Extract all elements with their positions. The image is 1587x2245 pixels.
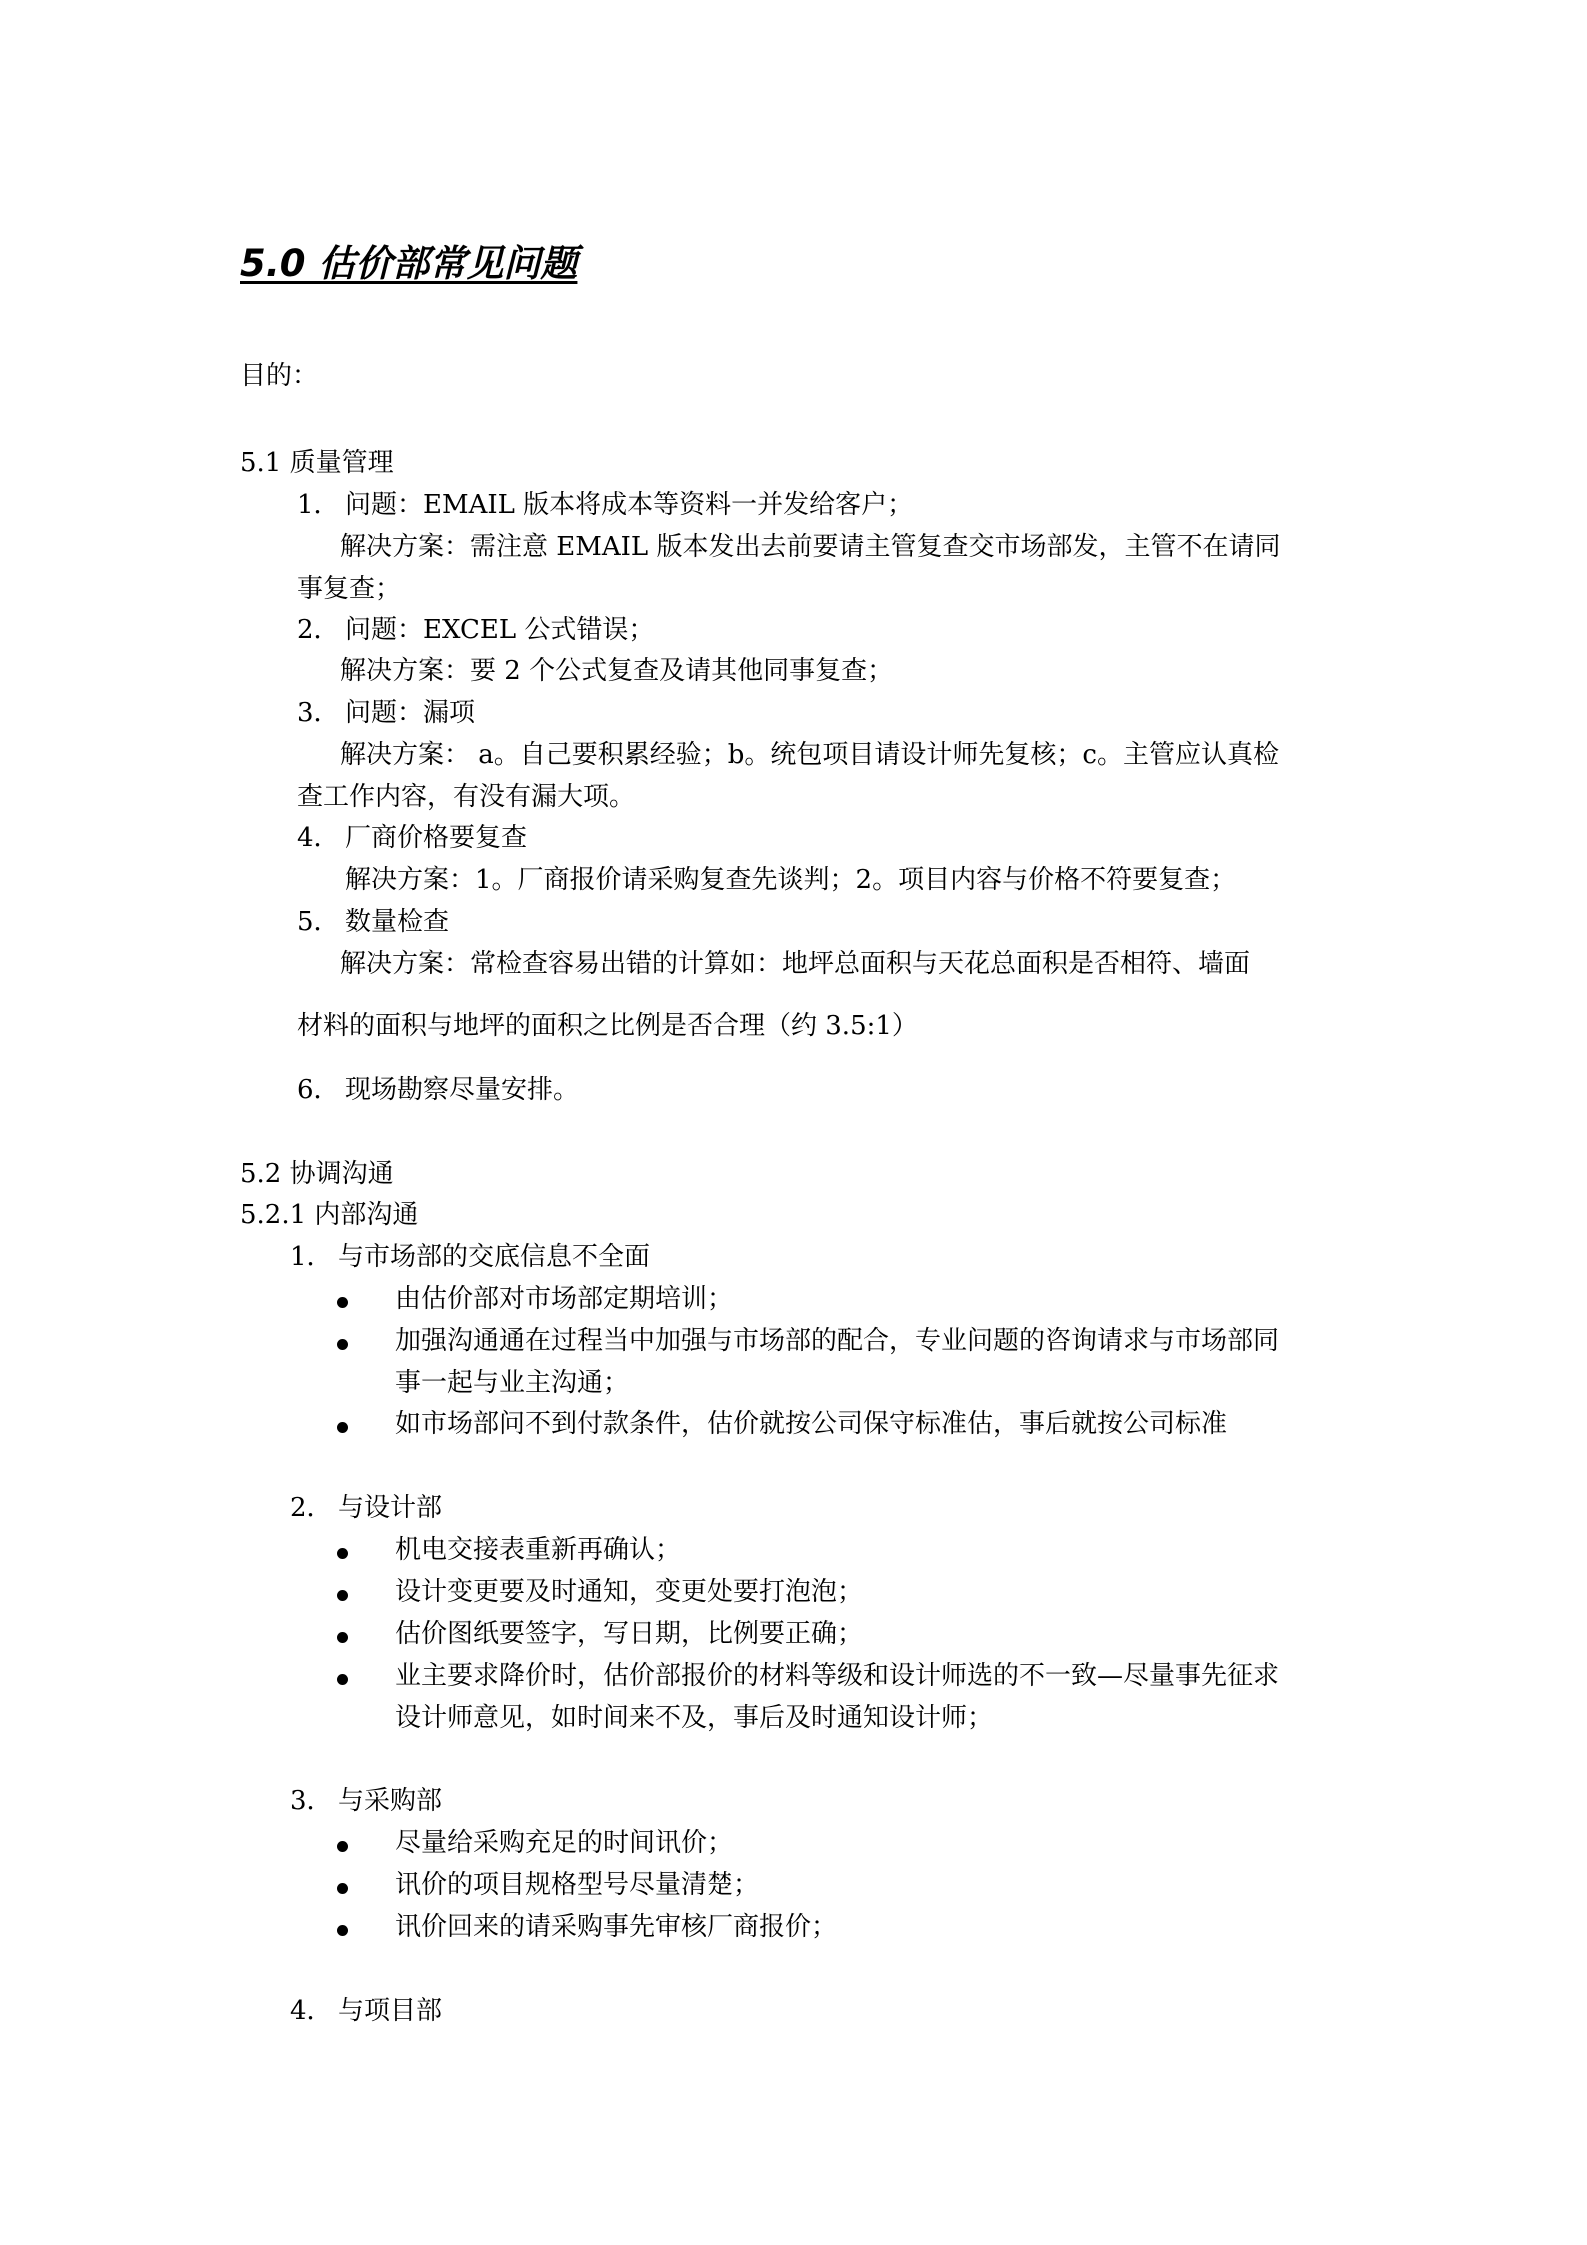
- subsection-heading-5-2-1: 5.2.1 内部沟通: [240, 1200, 419, 1230]
- bullet-dot: [337, 1548, 348, 1559]
- bullet-text: 设计变更要及时通知，变更处要打泡泡；: [395, 1577, 864, 1607]
- item-number: 1．: [297, 490, 340, 520]
- item-question: 数量检查: [345, 907, 450, 937]
- bullet-text: 如市场部问不到付款条件，估价就按公司保守标准估，事后就按公司标准: [395, 1409, 1228, 1439]
- item-number: 4．: [297, 823, 340, 853]
- bullet-dot: [337, 1632, 348, 1643]
- page-title: 5.0 估价部常见问题: [240, 242, 578, 285]
- bullet-text: 由估价部对市场部定期培训；: [395, 1284, 734, 1314]
- bullet-dot: [337, 1339, 348, 1350]
- group-title: 与项目部: [338, 1996, 443, 2026]
- group-title: 与市场部的交底信息不全面: [338, 1242, 651, 1272]
- group-title: 与采购部: [338, 1786, 443, 1816]
- section-heading-5-2: 5.2 协调沟通: [240, 1159, 394, 1189]
- item-solution-cont: 查工作内容，有没有漏大项。: [297, 782, 636, 812]
- bullet-text: 讯价回来的请采购事先审核厂商报价；: [395, 1912, 838, 1942]
- item-solution: 解决方案： a。自己要积累经验；b。统包项目请设计师先复核；c。主管应认真检: [340, 740, 1279, 770]
- group-title: 与设计部: [338, 1493, 443, 1523]
- bullet-text-cont: 设计师意见，如时间来不及，事后及时通知设计师；: [395, 1703, 994, 1733]
- bullet-dot: [337, 1883, 348, 1894]
- section-heading-5-1: 5.1 质量管理: [240, 448, 394, 478]
- item-number: 5．: [297, 907, 340, 937]
- bullet-dot: [337, 1590, 348, 1601]
- bullet-text: 业主要求降价时，估价部报价的材料等级和设计师选的不一致—尽量事先征求: [395, 1661, 1280, 1691]
- item-question: 问题：EXCEL 公式错误；: [345, 615, 655, 645]
- item-solution-cont: 材料的面积与地坪的面积之比例是否合理（约 3.5:1）: [297, 1011, 918, 1041]
- item-number: 2．: [297, 615, 340, 645]
- purpose-label: 目的：: [240, 361, 319, 391]
- bullet-dot: [337, 1925, 348, 1936]
- item-question: 问题：EMAIL 版本将成本等资料一并发给客户；: [345, 490, 914, 520]
- bullet-dot: [337, 1422, 348, 1433]
- item-solution: 解决方案：常检查容易出错的计算如：地坪总面积与天花总面积是否相符、墙面: [340, 949, 1251, 979]
- group-number: 2．: [290, 1493, 333, 1523]
- item-question: 厂商价格要复查: [345, 823, 528, 853]
- bullet-text: 讯价的项目规格型号尽量清楚；: [395, 1870, 760, 1900]
- item-question: 问题：漏项: [345, 698, 476, 728]
- bullet-text: 尽量给采购充足的时间讯价；: [395, 1828, 734, 1858]
- bullet-text: 机电交接表重新再确认；: [395, 1535, 682, 1565]
- item-number: 3．: [297, 698, 340, 728]
- item-number: 6．: [297, 1075, 340, 1105]
- item-solution: 解决方案：要 2 个公式复查及请其他同事复查；: [340, 656, 894, 686]
- group-number: 3．: [290, 1786, 333, 1816]
- group-number: 4．: [290, 1996, 333, 2026]
- bullet-dot: [337, 1674, 348, 1685]
- item-solution-cont: 事复查；: [297, 574, 402, 604]
- bullet-dot: [337, 1841, 348, 1852]
- group-number: 1．: [290, 1242, 333, 1272]
- bullet-text: 加强沟通通在过程当中加强与市场部的配合，专业问题的咨询请求与市场部同: [395, 1326, 1280, 1356]
- item-solution: 解决方案：需注意 EMAIL 版本发出去前要请主管复查交市场部发，主管不在请同: [340, 532, 1281, 562]
- bullet-text-cont: 事一起与业主沟通；: [395, 1368, 630, 1398]
- item-question: 现场勘察尽量安排。: [345, 1075, 580, 1105]
- item-solution: 解决方案：1。厂商报价请采购复查先谈判；2。项目内容与价格不符要复查；: [345, 865, 1237, 895]
- bullet-dot: [337, 1297, 348, 1308]
- bullet-text: 估价图纸要签字，写日期，比例要正确；: [395, 1619, 864, 1649]
